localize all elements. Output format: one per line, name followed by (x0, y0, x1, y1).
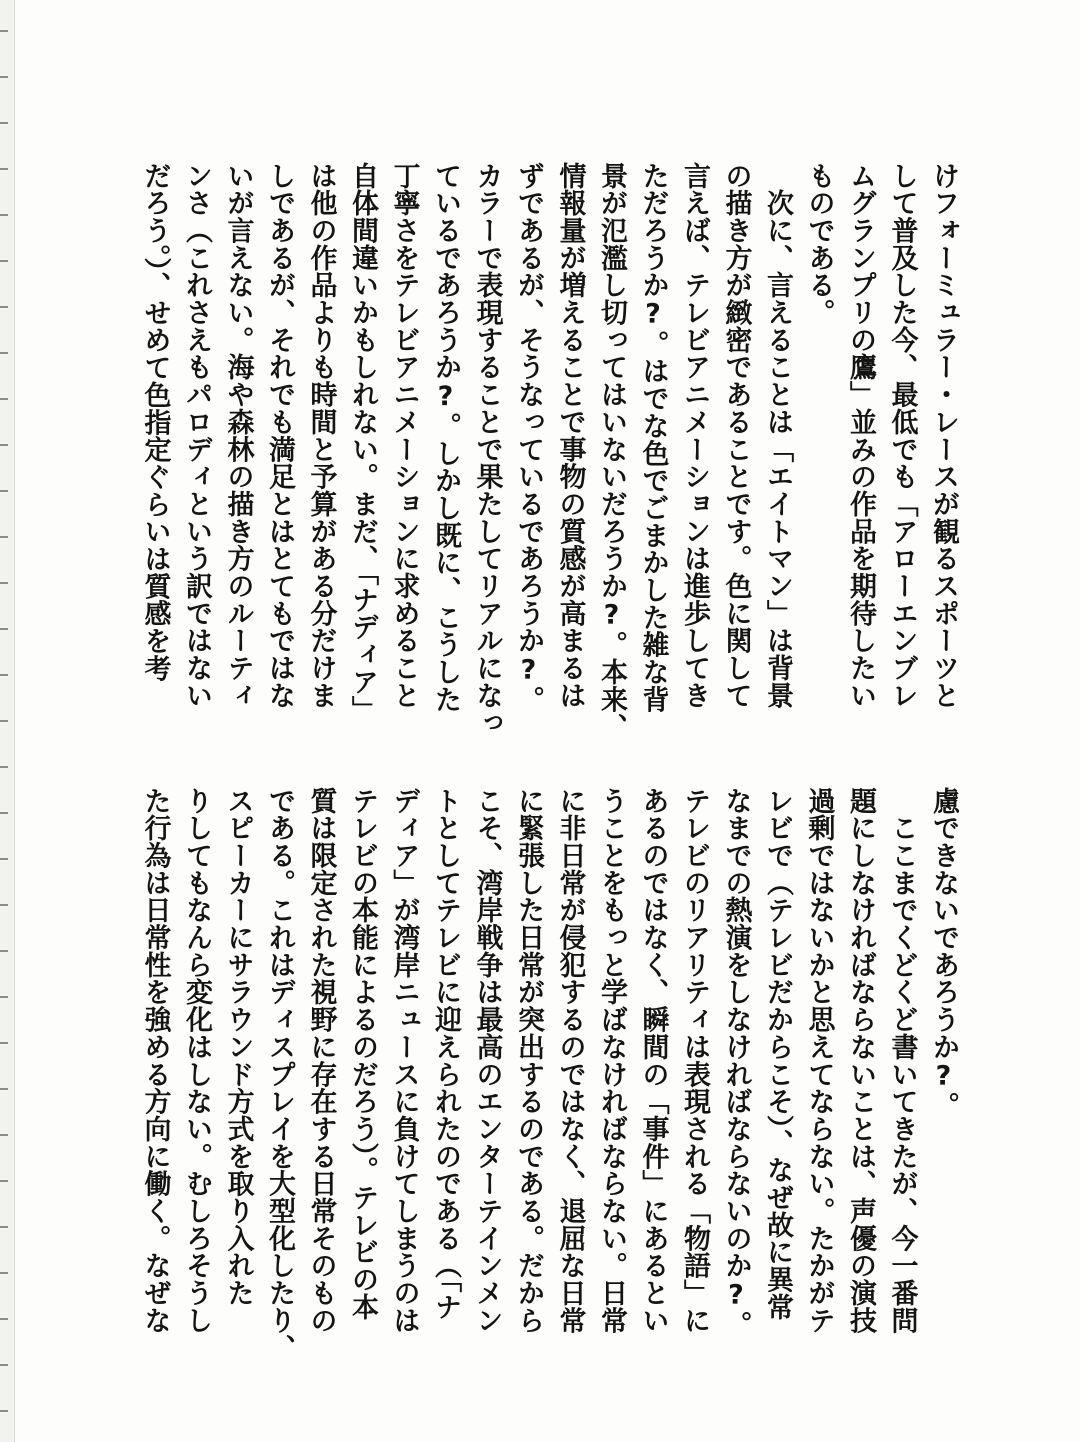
text-column: して普及した今、最低でも「アローエンブレ (886, 162, 918, 709)
text-column: スピーカーにサラウンド方式を取り入れた (222, 787, 254, 1307)
text-column: ディア」が湾岸ニュースに負けてしまうのは (388, 787, 420, 1334)
edge-tick (0, 444, 8, 446)
edge-tick (0, 122, 8, 124)
edge-tick (0, 996, 8, 998)
edge-tick (0, 214, 8, 216)
edge-tick (0, 1042, 8, 1044)
edge-tick (0, 352, 8, 354)
edge-tick (0, 76, 8, 78)
edge-tick (0, 1134, 8, 1136)
edge-tick (0, 766, 8, 768)
edge-tick (0, 30, 8, 32)
text-column: うことをもっと学ばなければならない。日常 (596, 787, 627, 1334)
text-column: である。これはディスプレイを大型化したり、 (264, 787, 295, 1362)
text-column: 景が氾濫し切ってはいないだろうか?。本来、 (596, 162, 627, 741)
edge-tick (0, 1364, 8, 1366)
text-column: あるのではなく、瞬間の「事件」にあるとい (637, 787, 669, 1334)
text-column: ここまでくどくど書いてきたが、今一番問 (886, 787, 918, 1334)
text-column: 題にしなければならないことは、声優の演技 (845, 787, 876, 1334)
text-column: ただろうか?。はでな色でごまかした雑な背 (637, 162, 669, 713)
text-column: こそ、湾岸戦争は最高のエンターテインメン (471, 787, 503, 1334)
edge-tick (0, 536, 8, 538)
edge-tick (0, 628, 8, 630)
edge-tick (0, 1226, 8, 1228)
edge-tick (0, 812, 8, 814)
edge-tick (0, 858, 8, 860)
text-column: ンさ（これさえもパロディという訳ではない (181, 162, 212, 709)
text-column: 過剰ではないかと思えてならない。たかがテ (803, 787, 835, 1334)
text-column: しであるが、それでも満足とはとてもではな (264, 162, 295, 709)
text-block-bottom (134, 787, 964, 1362)
text-column: テレビのリアリティは表現される「物語」に (679, 787, 710, 1334)
text-column: に非日常が侵犯するのではなく、退屈な日常 (554, 787, 586, 1334)
edge-tick (0, 168, 8, 170)
text-column: りしてもなんら変化はしない。むしろそうし (181, 787, 212, 1334)
text-column: ムグランプリの鷹」並みの作品を期待したい (845, 162, 876, 709)
edge-tick (0, 1318, 8, 1320)
edge-tick (0, 1272, 8, 1274)
text-column: た行為は日常性を強める方向に働く。なぜな (139, 787, 171, 1334)
edge-tick (0, 398, 8, 400)
text-column: ずであるが、そうなっているであろうか?。 (513, 162, 544, 713)
text-column: は他の作品よりも時間と予算がある分だけま (305, 162, 337, 709)
text-column: 情報量が増えることで事物の質感が高まるは (554, 162, 586, 709)
text-column: テレビの本能によるのだろう）。テレビの本 (347, 787, 378, 1321)
edge-tick (0, 306, 8, 308)
edge-tick (0, 1180, 8, 1182)
edge-tick (0, 674, 8, 676)
text-column: トとしてテレビに迎えられたのである（「ナ (430, 787, 461, 1321)
edge-tick (0, 720, 8, 722)
text-column: けフォーミュラー・レースが観るスポーツと (928, 162, 959, 709)
edge-tick (0, 904, 8, 906)
text-column: の描き方が緻密であることです。色に関して (720, 162, 752, 709)
text-column: レビで（テレビだからこそ）、なぜ故に異常 (762, 787, 793, 1321)
text-column: ているであろうか?。しかし既に、こうした (430, 162, 461, 713)
text-column: 言えば、テレビアニメーションは進歩してき (679, 162, 710, 709)
text-column: なまでの熱演をしなければならないのか?。 (720, 787, 752, 1338)
edge-tick (0, 582, 8, 584)
text-column: 自体間違いかもしれない。まだ、「ナディア」 (347, 162, 378, 723)
text-column: いが言えない。海や森林の描き方のルーティ (222, 162, 254, 709)
text-column: 丁寧さをテレビアニメーションに求めること (388, 162, 420, 709)
edge-tick (0, 1088, 8, 1090)
edge-tick (0, 490, 8, 492)
text-column: 慮できないであろうか?。 (928, 787, 959, 1120)
text-block-top (134, 162, 964, 741)
text-column: 次に、言えることは「エイトマン」は背景 (762, 162, 793, 709)
edge-tick (0, 1410, 8, 1412)
text-column: カラーで表現することで果たしてリアルになっ (471, 162, 503, 737)
text-column: 質は限定された視野に存在する日常そのもの (305, 787, 337, 1334)
text-column: ものである。 (803, 162, 835, 327)
edge-tick (0, 260, 8, 262)
text-column: に緊張した日常が突出するのである。だから (513, 787, 544, 1334)
edge-tick (0, 950, 8, 952)
text-column: だろう。）、せめて色指定ぐらいは質感を考 (139, 162, 171, 682)
